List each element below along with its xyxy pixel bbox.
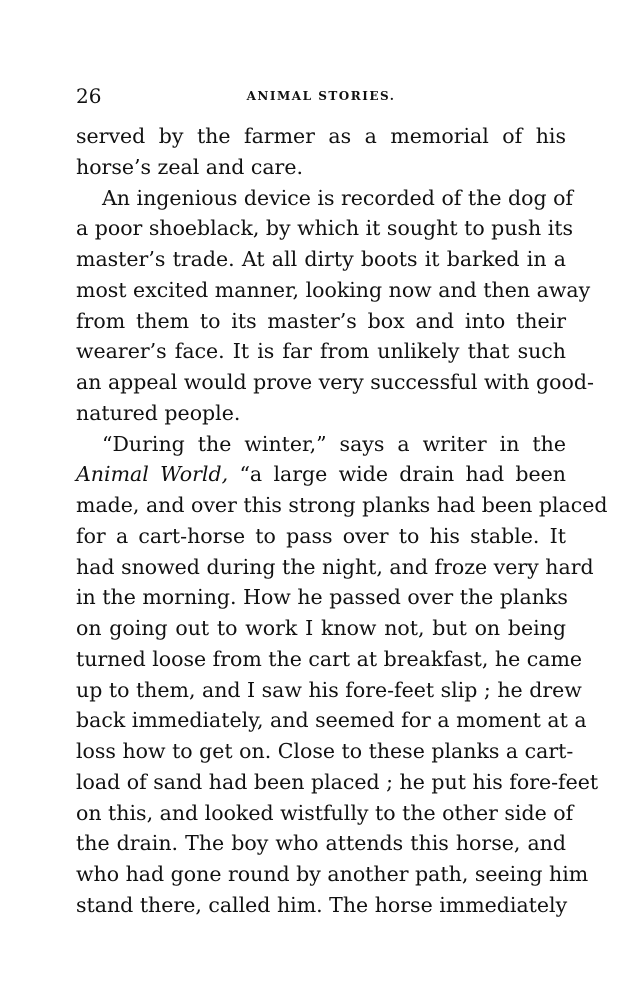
text-line: an appeal would prove very successful with good-: [76, 370, 594, 394]
text-line: wearer’s face. It is far from unlikely that such: [76, 339, 566, 364]
text-line: “During the winter,” says a writer in the: [102, 431, 566, 456]
text-line: on going out to work I know not, but on being: [76, 616, 566, 640]
text-line: horse’s zeal and care.: [76, 154, 303, 179]
italic-title: Animal World,: [76, 462, 229, 487]
running-title: ANIMAL STORIES.: [246, 89, 396, 103]
text-line: a poor shoeblack, by which it sought to push its: [76, 216, 574, 241]
text-line: loss how to get on. Close to these planks a cart-: [76, 739, 574, 763]
text-line: on this, and looked wistfully to the other side of: [76, 800, 574, 825]
text-line: in the morning. How he passed over the planks: [76, 585, 568, 610]
text-line: turned loose from the cart at breakfast, he came: [76, 646, 583, 671]
text-line: An ingenious device is recorded of the dog of: [102, 185, 574, 210]
text-fragment: “a large wide drain had been: [239, 462, 566, 487]
text-line: most excited manner, looking now and then away: [76, 277, 591, 302]
text-line: natured people.: [76, 400, 241, 425]
page-number: 26: [76, 84, 102, 108]
text-line: served by the farmer as a memorial of his: [76, 124, 566, 148]
text-line: had snowed during the night, and froze very hard: [76, 554, 594, 579]
text-line: [76, 459, 566, 490]
text-line: stand there, called him. The horse immediately: [76, 892, 568, 917]
body-text: [76, 121, 608, 921]
text-line: up to them, and I saw his fore-feet slip ; he drew: [76, 677, 582, 702]
text-line: load of sand had been placed ; he put his fore-feet: [76, 769, 599, 794]
text-line: who had gone round by another path, seeing him: [76, 862, 589, 886]
page-header: [76, 84, 566, 110]
text-line: for a cart-horse to pass over to his stable. It: [76, 523, 566, 548]
text-line: from them to its master’s box and into their: [76, 308, 566, 333]
text-line: the drain. The boy who attends this horse, and: [76, 831, 566, 856]
text-line: back immediately, and seemed for a moment at a: [76, 708, 587, 733]
text-line: made, and over this strong planks had been placed: [76, 493, 608, 517]
text-line: master’s trade. At all dirty boots it barked in a: [76, 247, 566, 271]
